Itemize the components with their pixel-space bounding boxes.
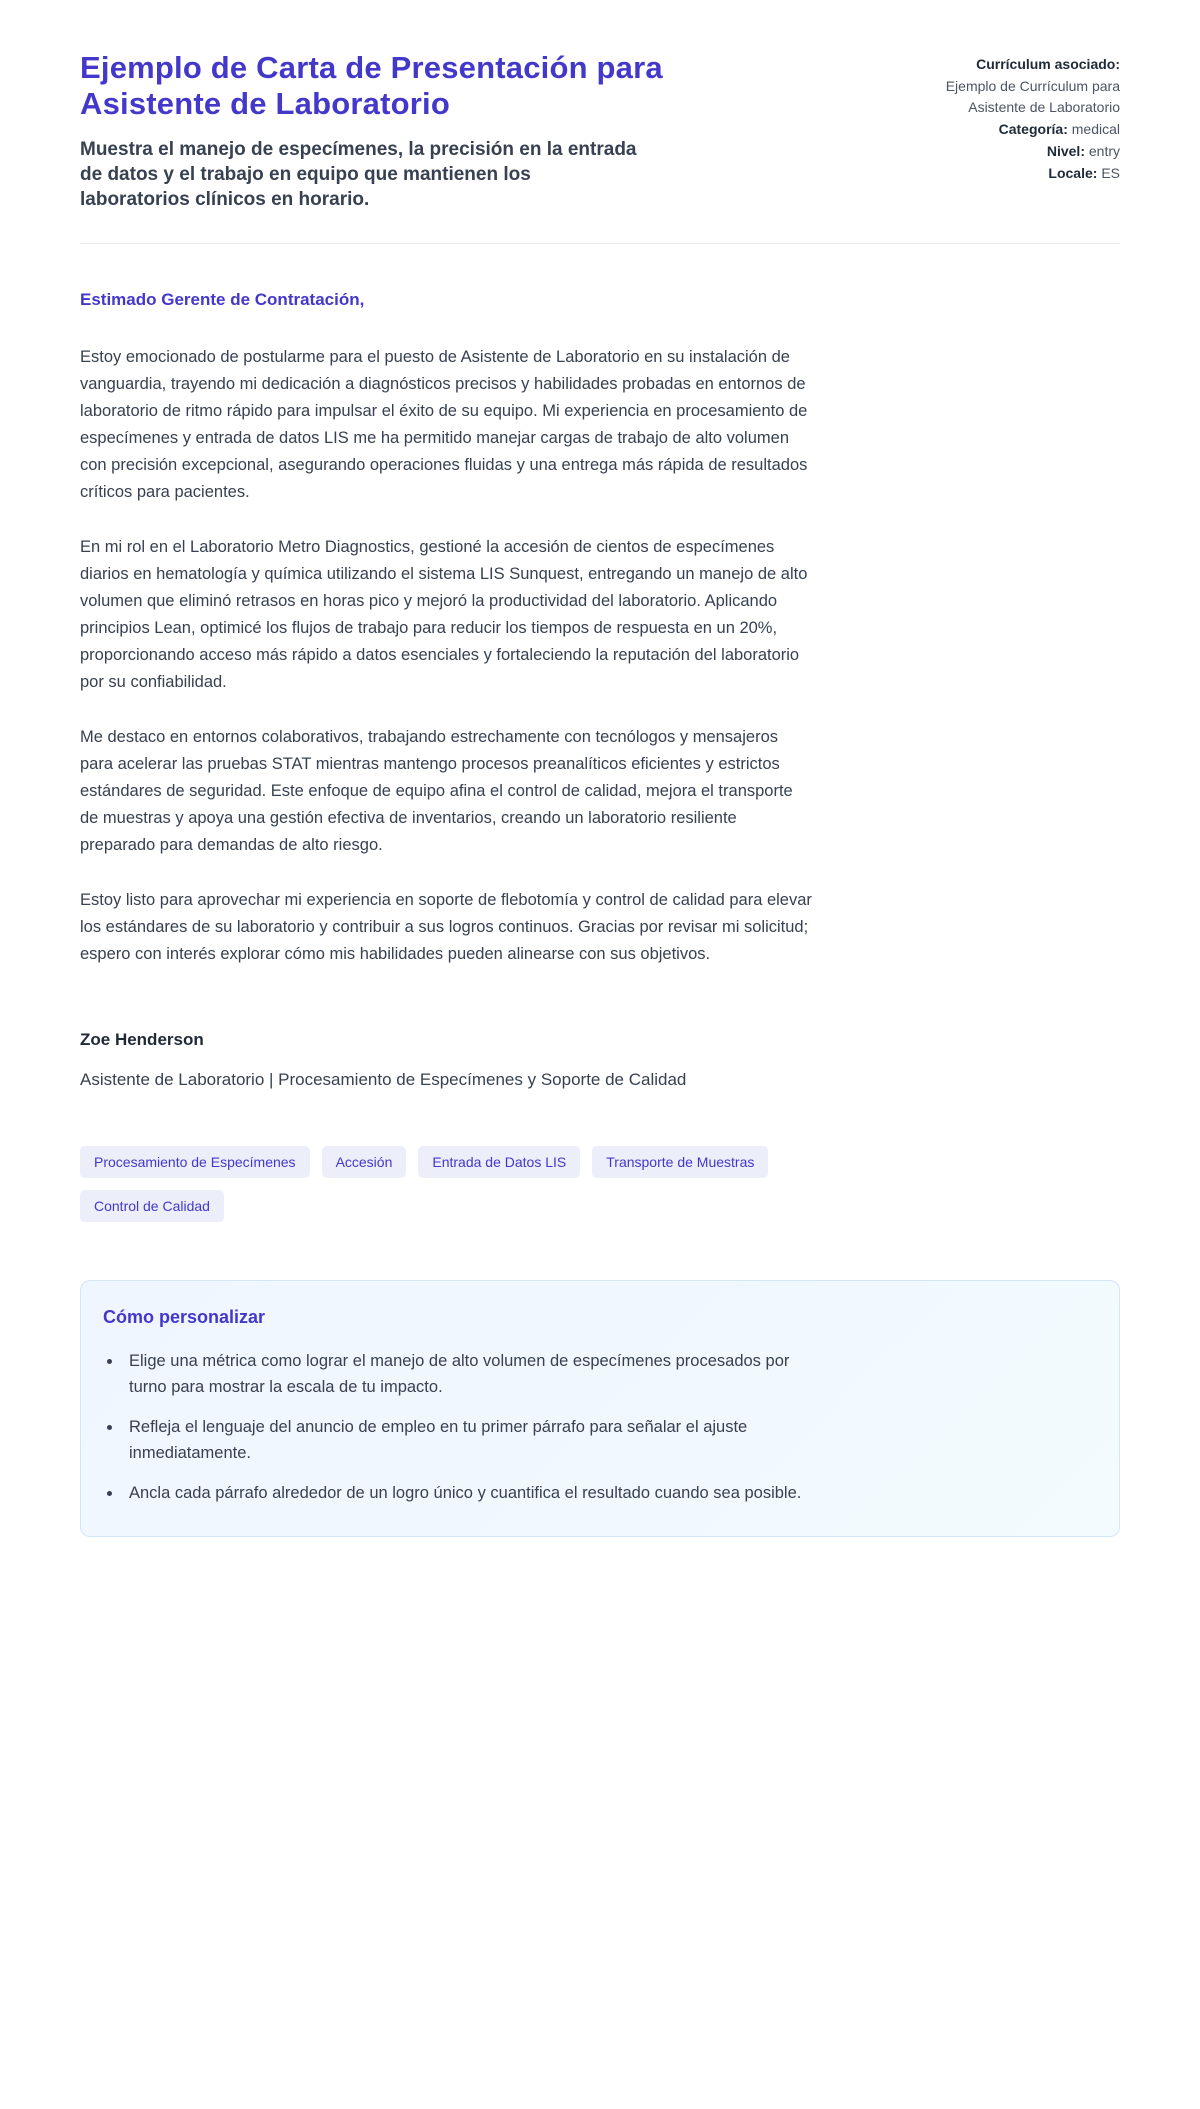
tip-item: • Ancla cada párrafo alrededor de un logro único y cuantifica el resultado cuando sea posible. (123, 1480, 813, 1506)
header-left (80, 50, 720, 213)
letter-paragraph: Estoy emocionado de postularme para el puesto de Asistente de Laboratorio en su instalación de vanguardia, trayendo mi dedicación a diagnósticos precisos y habilidades probadas en entornos de laboratorio de ritmo rápido para impulsar el éxito de su equipo. Mi experiencia en procesamiento de especímenes y entrada de datos LIS me ha permitido manejar cargas de trabajo de alto volumen con precisión excepcional, asegurando operaciones fluidas y una entrega más rápida de resultados críticos para pacientes. (80, 347, 808, 501)
associated-resume-link-row (905, 76, 1120, 117)
header-divider (80, 243, 1120, 244)
skill-tag: Procesamiento de Especímenes (80, 1146, 310, 1178)
page-title: Ejemplo de Carta de Presentación para Asistente de Laboratorio (80, 50, 663, 121)
letter-paragraph: En mi rol en el Laboratorio Metro Diagnostics, gestioné la accesión de cientos de especímenes diarios en hematología y química utilizando el sistema LIS Sunquest, entregando un manejo de alto volumen que eliminó retrasos en horas pico y mejoró la productividad del laboratorio. Aplicando principios Lean, optimicé los flujos de trabajo para reducir los tiempos de respuesta en un 20%, proporcionando acceso más rápido a datos esenciales y fortaleciendo la reputación del laboratorio por su confiabilidad. (80, 537, 808, 691)
category-row (905, 119, 1120, 139)
header (80, 50, 1120, 213)
associated-resume-label: Currículum asociado: (976, 56, 1120, 72)
category-label: Categoría: (998, 120, 1068, 137)
signature-block (80, 1030, 1120, 1090)
letter-paragraph: Me destaco en entornos colaborativos, trabajando estrechamente con tecnólogos y mensajeros para acelerar las pruebas STAT mientras mantengo procesos preanalíticos eficientes y estrictos estándares de seguridad. Este enfoque de equipo afina el control de calidad, mejora el transporte de muestras y apoya una gestión efectiva de inventarios, creando un laboratorio resiliente preparado para demandas de alto riesgo. (80, 727, 793, 854)
customization-tips-box (80, 1280, 1120, 1537)
locale-row (905, 163, 1120, 183)
tips-heading: Cómo personalizar (103, 1306, 266, 1327)
category-value: medical (1071, 120, 1120, 137)
letter-paragraph: Estoy listo para aprovechar mi experiencia en soporte de flebotomía y control de calidad para elevar los estándares de su laboratorio y contribuir a sus logros continuos. Gracias por revisar mi solicitud; espero con interés explorar cómo mis habilidades pueden alinearse con sus objetivos. (80, 890, 812, 963)
cover-letter-body (80, 290, 1120, 1090)
signature-role: Asistente de Laboratorio | Procesamiento de Especímenes y Soporte de Calidad (80, 1069, 687, 1089)
level-value: entry (1088, 143, 1120, 160)
skill-tag: Control de Calidad (80, 1190, 224, 1222)
page-subtitle: Muestra el manejo de especímenes, la precisión en la entrada de datos y el trabajo en equipo que mantienen los laboratorios clínicos en horario. (80, 139, 637, 211)
signature-name: Zoe Henderson (80, 1029, 204, 1049)
tips-list (123, 1348, 813, 1506)
letter-greeting: Estimado Gerente de Contratación, (80, 289, 365, 309)
meta-block (905, 50, 1120, 184)
skill-tag: Accesión (322, 1146, 407, 1178)
tip-item: • Refleja el lenguaje del anuncio de empleo en tu primer párrafo para señalar el ajuste inmediatamente. (123, 1414, 813, 1466)
level-row (905, 141, 1120, 161)
locale-value: ES (1101, 165, 1120, 182)
associated-resume-link[interactable]: Ejemplo de Currículum para Asistente de Laboratorio (945, 78, 1120, 115)
level-label: Nivel: (1046, 143, 1085, 160)
skill-tag: Entrada de Datos LIS (418, 1146, 580, 1178)
skill-tags (80, 1146, 840, 1222)
locale-label: Locale: (1048, 165, 1098, 182)
tip-item: • Elige una métrica como lograr el manejo de alto volumen de especímenes procesados por turno para mostrar la escala de tu impacto. (123, 1348, 813, 1400)
skill-tag: Transporte de Muestras (592, 1146, 768, 1178)
